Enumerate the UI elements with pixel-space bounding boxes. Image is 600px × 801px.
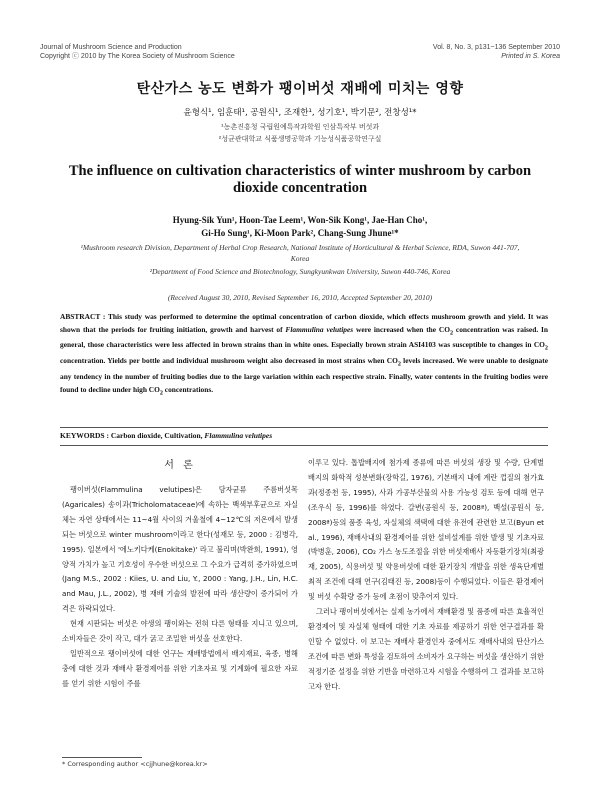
corresponding-author-footnote: * Corresponding author <cjjhune@korea.kr>	[62, 760, 208, 768]
abstract-text-6: concentrations.	[162, 384, 214, 394]
body-column-left	[62, 456, 298, 692]
abstract-divider	[60, 427, 548, 428]
english-affiliation-1-cont: Korea	[290, 254, 310, 263]
footnote-divider	[62, 757, 142, 758]
abstract-label: ABSTRACT :	[60, 312, 106, 321]
keywords-text: Carbon dioxide, Cultivation,	[108, 431, 205, 440]
korean-title: 탄산가스 농도 변화가 팽이버섯 재배에 미치는 영향	[136, 81, 464, 97]
journal-header-left	[40, 43, 235, 61]
co2-subscript: 2	[450, 329, 454, 336]
co2-subscript: 2	[159, 390, 163, 397]
co2-subscript: 2	[397, 361, 401, 368]
abstract-text-4: concentration. Yields per bottle and individual mushroom weight also decreased in most strains when CO	[60, 356, 398, 366]
journal-header-right	[433, 43, 560, 61]
volume-info: Vol. 8, No. 3, p131~136 September 2010	[432, 44, 560, 51]
abstract-text-5: levels increased. We were unable to designate any tendency in the number of fruiting bodies due to the large variation within each respective strain. Finally, water contents in the fruiting bodies were found to decline under high CO	[60, 356, 548, 394]
section-title-introduction: 서 론	[164, 460, 196, 471]
body-column-right	[308, 456, 544, 695]
abstract-text-1: This study was performed to determine the optimal concentration of carbon dioxide, which effects mushroom growth and yield. It was shown that the periods for fruiting initiation, growth and harvest of	[60, 312, 548, 334]
keywords-label: KEYWORDS :	[60, 431, 109, 440]
body-paragraph: 팽이버섯(Flammulina velutipes)은 담자균류 주름버섯목 (Agaricales) 송이과(Tricholomataceae)에 속하는 백색부후균으로 자실체는 자연 상태에서는 11~4월 사이의 겨울철에 4~12℃의 저온에서 발생되는 버섯으로 winter mushroom이라고 한다(성재모 등, 2000 : 김병각, 1995). 일본에서 '에노키다케(Enokitake)' 라고 불리며(박완희, 1991), 영양적 가치가 높고 기호성이 우수한 버섯으로 그 수요가 급격히 증가하였으며(Jang M.S., 2002 : Kiies, U. and Liu, Y., 2000 : Yang, J.H., Lin, H.C. and Mau, J.L., 2002), 병 재배 기술의 발전에 따라 생산량이 증가되어 가격은 하락되었다.	[62, 485, 298, 614]
english-title: The influence on cultivation characteristics of winter mushroom by carbon dioxide concentration	[68, 163, 532, 196]
keywords-species: Flammulina velutipes	[204, 431, 273, 440]
abstract-text-2: were increased when the CO	[353, 324, 450, 334]
body-paragraph: 현재 시판되는 버섯은 야생의 팽이와는 전혀 다른 형태를 지니고 있으며, 소비자들은 갓이 작고, 대가 굵고 조밀한 버섯을 선호한다.	[62, 619, 298, 644]
abstract-species: Flammulina velutipes	[285, 324, 354, 334]
english-affiliation-2: ²Department of Food Science and Biotechnology, Sungkyunkwan University, Suwon 440-746, Korea	[149, 267, 451, 276]
keywords	[60, 431, 548, 441]
copyright-notice: Copyright ⓒ 2010 by The Korea Society of Mushroom Science	[40, 53, 235, 60]
korean-affiliation-1: ¹농촌진흥청 국립원예특작과학원 인삼특작부 버섯과	[220, 123, 380, 131]
english-affiliation-1: ¹Mushroom research Division, Department of Herbal Crop Research, National Institute of Horticultural & Herbal Science, RDA, Suwon 441-707,	[80, 243, 520, 252]
body-paragraph: 이루고 있다. 톱밥배지에 첨가제 종류에 따른 버섯의 생장 및 수량, 단계별 배지의 화학적 성분변화(장학길, 1976), 기본배지 내에 계란 껍질의 첨가효과(정종천 등, 1995), 사과 가공부산물의 사용 가능성 검토 등에 대해 연구(조우식 등, 1996)를 하였다. 갈변(공원식 등, 2008ª), 백설(공원식 등, 2008ª)등의 품종 육성, 자실체의 색택에 대한 유전에 관련한 보고(Byun et al., 1996), 재배사내의 환경제어를 위한 설비설계를 위한 발생 및 기초자료(박병훈, 2006), CO₂ 가스 농도조절을 위한 버섯재배사 자동환기장치(최광재, 2005), 식용버섯 및 약용버섯에 대한 환기장치 개발을 위한 생육단계별 최적 조건에 대해 연구(김태진 등, 2008)등이 수행되었다. 이들은 환경제어 및 버섯 수확량 증가 등에 초점이 맞추어져 있다.	[308, 458, 544, 602]
co2-subscript: 2	[544, 345, 548, 352]
english-authors-line-1: Hyung-Sik Yun¹, Hoon-Tae Leem¹, Won-Sik Kong¹, Jae-Han Cho¹,	[172, 215, 428, 225]
body-paragraph: 일반적으로 팽이버섯에 대한 연구는 재배방법에서 배지재료, 육종, 병해충에 대한 것과 재배사 환경제어를 위한 기초자료 및 기계화에 필요한 자료를 얻기 위한 시험이 주를	[62, 648, 298, 688]
keywords-divider	[60, 445, 548, 446]
body-paragraph: 그러나 팽이버섯에서는 실제 농가에서 재배환경 및 품종에 따른 효율적인 환경제어 및 자실체 형태에 대한 기초 자료를 제공하기 위한 연구결과를 확인할 수 없었다. 이 보고는 재배사 환경인자 중에서도 재배사내의 탄산가스 조건에 따른 변화 특성을 검토하여 소비자가 요구하는 버섯을 생산하기 위한 적정기준 설정을 위한 기반을 마련하고자 시험을 수행하여 그 결과를 보고하고자 한다.	[308, 607, 544, 691]
received-dates: (Received August 30, 2010, Revised September 16, 2010, Accepted September 20, 2010)	[167, 293, 433, 302]
abstract	[60, 311, 548, 400]
journal-name: Journal of Mushroom Science and Production	[40, 44, 182, 51]
abstract-text-3: concentration was raised. In general, those characteristics were less affected in brown strains than in white ones. Especially brown strain ASI4103 was susceptible to changes in CO	[60, 324, 548, 350]
english-authors	[40, 214, 560, 240]
korean-affiliation-2: ²성균관대학교 식품생명공학과 기능성식품공학연구실	[218, 135, 382, 143]
printed-in: Printed in S. Korea	[501, 53, 560, 60]
korean-authors: 윤형식¹, 임훈태¹, 공원식¹, 조재한¹, 성기호¹, 박기문², 전창성¹*	[183, 108, 417, 118]
english-authors-line-2: Gi-Ho Sung¹, Ki-Moon Park², Chang-Sung Jhune¹*	[201, 228, 399, 238]
